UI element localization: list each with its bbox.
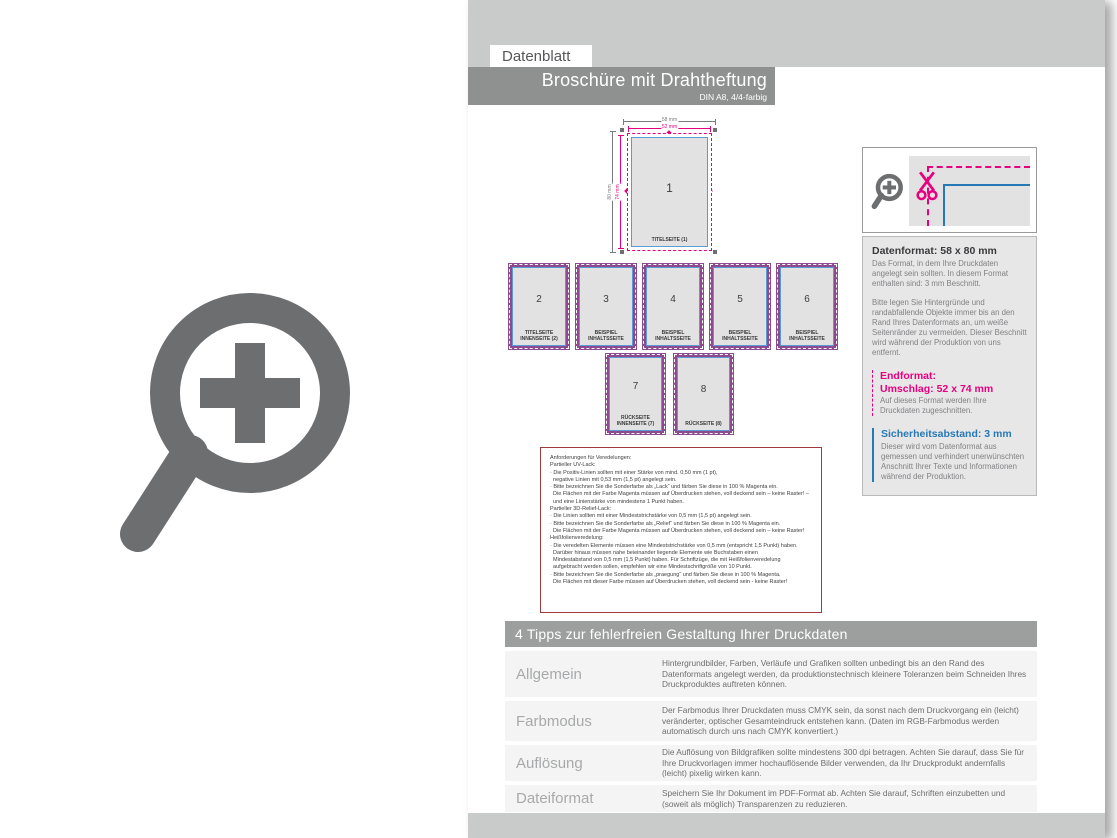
tip-label: Dateiformat [516,790,594,807]
crop-mark [620,128,624,132]
bottom-gray-band [468,813,1105,838]
datenformat-paragraph-1: Das Format, in dem Ihre Druckdaten angelegt sein sollten. In diesem Format enthalten sind: 3 mm Beschnitt. [872,259,1009,288]
tip-row-dateiformat [505,785,1037,812]
tip-text: Der Farbmodus Ihrer Druckdaten muss CMYK sein, da sonst nach dem Druckvorgang ein (leicht) veränderter, optischer Gesamteindruck entstehen kann. (Daten im RGB-Farbmodus werden automatisch durch uns nach CMYK konvertiert.) [662,704,1019,737]
dimension-left-outer: 80 mm [612,131,613,253]
requirement-line: · Bitte bezeichnen Sie die Sonderfarbe als „Relief“ und färben Sie diese in 100 % Magenta ein. [550,520,781,527]
dimension-top-outer: 58 mm [623,121,716,122]
crop-mark [620,250,624,254]
requirement-line: Die Flächen mit der Farbe Magenta müssen auf Überdrucken stehen, voll deckend sein – keine Raster! – [550,491,809,498]
tip-row-farbmodus [505,701,1037,741]
requirement-line: Die Flächen mit der Farbe Magenta müssen auf Überdrucken stehen, voll deckend sein – keine Raster! [550,527,805,534]
diagram-page-6: 6 BEISPIEL INHALTSSEITE [776,263,838,350]
dimension-top-inner: 52 mm [628,128,711,129]
datenformat-title: Datenformat: 58 x 80 mm [872,245,997,257]
requirement-line: · Bitte bezeichnen Sie die Sonderfarbe als „praegung“ und färben Sie diese in 100 % Magenta. [550,571,781,578]
requirement-line: · Bitte bezeichnen Sie die Sonderfarbe als „Lack“ und färben Sie diese in 100 % Magenta ein. [550,484,778,491]
magnifier-plus-icon-small [870,170,906,210]
datasheet-document [468,0,1105,838]
requirement-line: negative Linien mit 0,53 mm (1,5 pt) angelegt sein. [550,476,677,483]
sicherheitsabstand-title: Sicherheitsabstand: 3 mm [881,428,1012,440]
requirement-line: Partieller 3D-Relief-Lack: [550,506,612,513]
scissors-icon [915,170,939,202]
page-subtitle: DIN A8, 4/4-farbig [699,92,767,102]
diagram-page-3: 3 BEISPIEL INHALTSSEITE [575,263,637,350]
corner-detail-view [909,156,1030,226]
crop-mark [713,128,717,132]
sicherheitsabstand-body: Dieser wird vom Datenformat aus gemessen und verhindert unerwünschten Anschnitt Ihrer Texte und Informationen während der Produktion. [881,442,1025,481]
diagram-page-4: 4 BEISPIEL INHALTSSEITE [642,263,704,350]
trim-line-horizontal [943,184,1030,186]
format-info-panel [862,236,1037,496]
requirement-line: Mindestabstand von 0,5 mm (1,5 Punkt) haben. Für Schriftzüge, die mit Heißfolienveredelung [550,557,781,564]
endformat-title-1: Endformat: [880,370,936,382]
tip-text: Speichern Sie Ihr Dokument im PDF-Format ab. Achten Sie darauf, Schriften einzubetten und (soweit als möglich) Transparenzen zu reduzieren. [662,787,1006,809]
diagram-page-8: 8 RÜCKSEITE (8) [673,353,734,435]
diagram-page-7: 7 RÜCKSEITE INNENSEITE (7) [605,353,666,435]
endformat-block [872,370,1027,416]
bleed-detail-box [862,147,1037,233]
requirement-line: Anforderungen für Veredelungen: [550,455,632,461]
sicherheitsabstand-block [872,428,1027,482]
tip-row-allgemein [505,651,1037,697]
requirement-line: · Die Linien sollten mit einer Mindeststrichstärke von 0,5 mm (1,5 pt) angelegt sein. [550,513,752,520]
dimension-left-inner: 74 mm [620,135,621,249]
page-title: Broschüre mit Drahtheftung [541,70,767,90]
trim-line-vertical [943,184,945,226]
magnifier-plus-icon [105,262,375,562]
requirement-line: Die Flächen mit dieser Farbe müssen auf Überdrucken stehen, voll deckend sein - keine Raster! [550,579,788,586]
diagram-page-1: 1 TITELSEITE (1) [627,133,712,251]
bleed-line-horizontal [927,166,1030,168]
requirement-line: Heißfolienveredelung: [550,535,604,542]
requirement-line: und eine Linienstärke von mindestens 1 Punkt haben. [550,498,684,505]
tip-label: Allgemein [516,665,582,683]
tips-section-header: 4 Tipps zur fehlerfreien Gestaltung Ihrer Druckdaten [505,621,1037,647]
requirement-line: Darüber hinaus müssen nahe beieinander liegende Elemente wie Buchstaben einen [550,549,758,556]
title-bar [468,67,775,105]
endformat-body: Auf dieses Format werden Ihre Druckdaten zugeschnitten. [880,396,987,415]
requirement-line: · Die veredelten Elemente müssen eine Mindeststrichstärke von 0,5 mm (entspricht 1,5 Punkt) haben. [550,542,798,549]
tip-label: Auflösung [516,754,583,772]
diagram-page-2: 2 TITELSEITE INNENSEITE (2) [508,263,570,350]
tip-row-aufloesung [505,745,1037,781]
tip-text: Die Auflösung von Bildgrafiken sollte mindestens 300 dpi betragen. Achten Sie darauf, dass Sie für Ihre Druckvorlagen immer hochauflösende Bilder verwenden, da Ihr Druckprodukt andernfalls (leicht) pixelig wirken kann. [662,746,1025,779]
tip-label: Farbmodus [516,712,592,730]
datenformat-paragraph-2: Bitte legen Sie Hintergründe und randabfallende Objekte immer bis an den Rand Ihres Datenformats an, um weiße Seitenränder zu vermeiden. Dieser Beschnitt wird während der Produktion von uns entfernt. [872,298,1027,357]
datenblatt-tab: Datenblatt [490,45,592,67]
endformat-title-2: Umschlag: 52 x 74 mm [880,383,994,395]
diagram-page-5: 5 BEISPIEL INHALTSSEITE [709,263,771,350]
crop-mark [713,250,717,254]
veredelungen-requirements-box [540,447,822,613]
requirement-line: · Die Positiv-Linien sollten mit einer Stärke von mind. 0,50 mm (1 pt), [550,469,718,476]
requirement-line: aufgebracht werden sollen, empfehlen wir eine Mindestschriftgröße von 10 Punkt. [550,564,752,571]
tip-text: Hintergrundbilder, Farben, Verläufe und Grafiken sollten unbedingt bis an den Rand des Datenformats angelegt werden, da produktionstechnisch kleinere Toleranzen beim Schneiden Ihres Druckproduktes auftreten können. [662,657,1027,690]
requirement-line: Partieller UV-Lack: [550,462,596,469]
